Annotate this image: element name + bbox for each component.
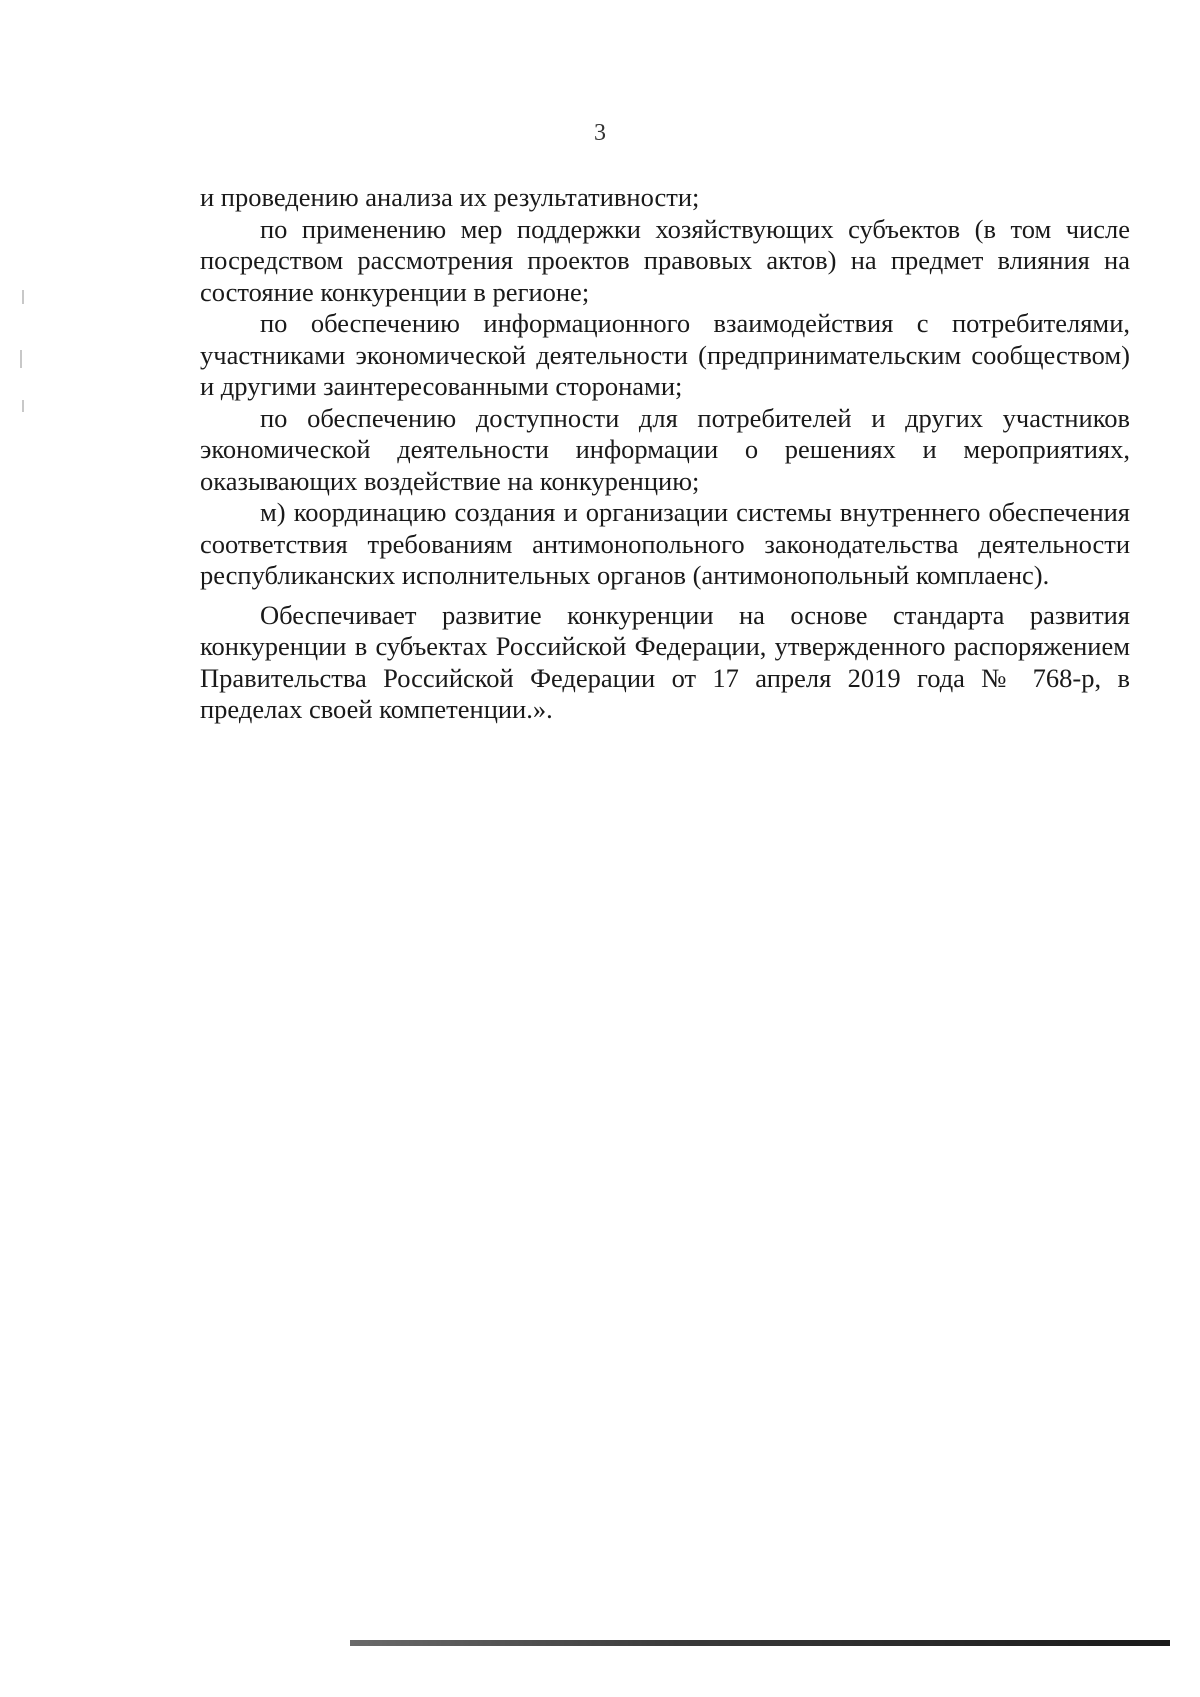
- paragraph-compliance-coordination: м) координацию создания и организации системы внутреннего обеспечения соответствия требованиям антимонопольного законодательства деятельности республиканских исполнительных органов (антимонопольный комплаенс).: [200, 497, 1130, 590]
- page-number: 3: [594, 120, 606, 146]
- paragraph-support-measures: по применению мер поддержки хозяйствующих субъектов (в том числе посредством рассмотрения проектов правовых актов) на предмет влияния на состояние конкуренции в регионе;: [200, 213, 1130, 307]
- scan-artifact: [20, 350, 22, 368]
- document-body: [200, 182, 1130, 726]
- scan-artifact: [22, 400, 24, 412]
- bottom-scan-edge: [350, 1640, 1170, 1646]
- paragraph-information-interaction: по обеспечению информационного взаимодействия с потребителями, участниками экономической деятельности (предпринимательским сообществом) и другими заинтересованными сторонами;: [200, 308, 1130, 401]
- scan-artifact: [22, 290, 24, 304]
- paragraph-continuation: и проведению анализа их результативности;: [200, 182, 700, 212]
- paragraph-competition-standard: Обеспечивает развитие конкуренции на основе стандарта развития конкуренции в субъектах Российской Федерации, утвержденного распоряжением Правительства Российской Федерации от 17 апреля 2019 года № 768-р, в пределах своей компетенции.».: [200, 599, 1130, 724]
- paragraph-information-accessibility: по обеспечению доступности для потребителей и других участников экономической деятельности информации о решениях и мероприятиях, оказывающих воздействие на конкуренцию;: [200, 402, 1130, 496]
